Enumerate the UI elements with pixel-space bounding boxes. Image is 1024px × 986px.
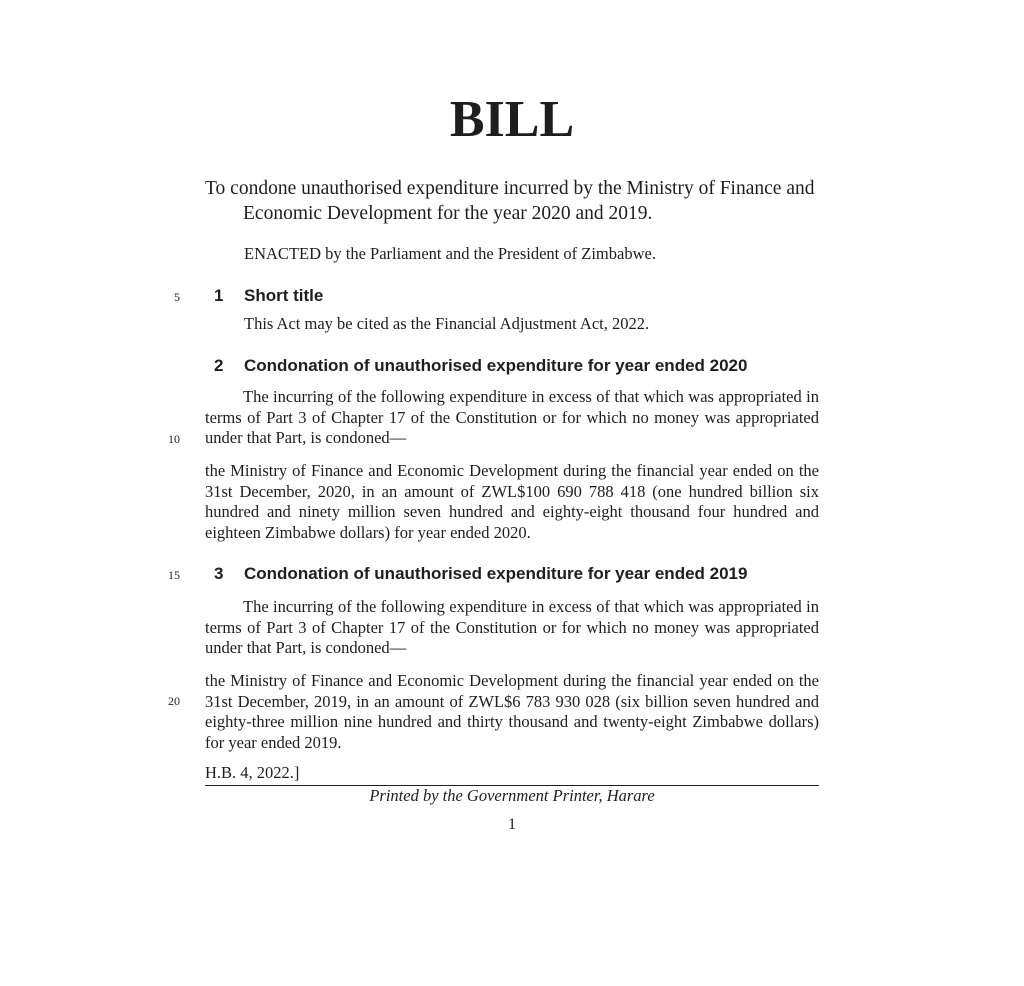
section-2-intro: The incurring of the following expenditure in excess of that which was appropriated in terms of Part 3 of Chapter 17 of the Constitution or for which no money was appropriated under that Part, is condoned— (205, 387, 819, 448)
line-number-20: 20 (168, 694, 180, 708)
line-number-10: 10 (168, 432, 180, 446)
section-1-text: This Act may be cited as the Financial Adjustment Act, 2022. (244, 314, 650, 333)
section-3-detail: the Ministry of Finance and Economic Development during the financial year ended on the 31st December, 2019, in an amount of ZWL$6 783 930 028 (six billion seven hundred and eighty-three million nine hundred and thirty thousand and twenty-eight Zimbabwe dollars) for year ended 2019. (205, 671, 819, 753)
line-number-5: 5 (174, 290, 180, 304)
section-2-detail: the Ministry of Finance and Economic Development during the financial year ended on the 31st December, 2020, in an amount of ZWL$100 690 788 418 (one hundred billion six hundred and ninety million seven hundred and eighty-eight thousand four hundred and eighteen Zimbabwe dollars) for year ended 2020. (205, 461, 819, 543)
printer-credit: Printed by the Government Printer, Harare (369, 786, 655, 805)
section-1-number: 1 (214, 286, 224, 305)
section-3-heading: Condonation of unauthorised expenditure for year ended 2019 (244, 564, 748, 583)
section-3-number: 3 (214, 564, 224, 583)
section-2-heading: Condonation of unauthorised expenditure for year ended 2020 (244, 356, 748, 375)
section-3-intro: The incurring of the following expenditure in excess of that which was appropriated in terms of Part 3 of Chapter 17 of the Constitution or for which no money was appropriated under that Part, is condoned— (205, 597, 819, 658)
long-title: To condone unauthorised expenditure incurred by the Ministry of Finance and Economic Development for the year 2020 and 2019. (205, 178, 815, 224)
bill-reference: H.B. 4, 2022.] (205, 763, 300, 782)
section-1-heading: Short title (244, 286, 324, 305)
line-number-15: 15 (168, 568, 180, 582)
section-2-number: 2 (214, 356, 224, 375)
bill-title: BILL (449, 91, 575, 148)
page-number: 1 (508, 816, 516, 833)
enacting-clause: ENACTED by the Parliament and the President of Zimbabwe. (244, 244, 656, 263)
